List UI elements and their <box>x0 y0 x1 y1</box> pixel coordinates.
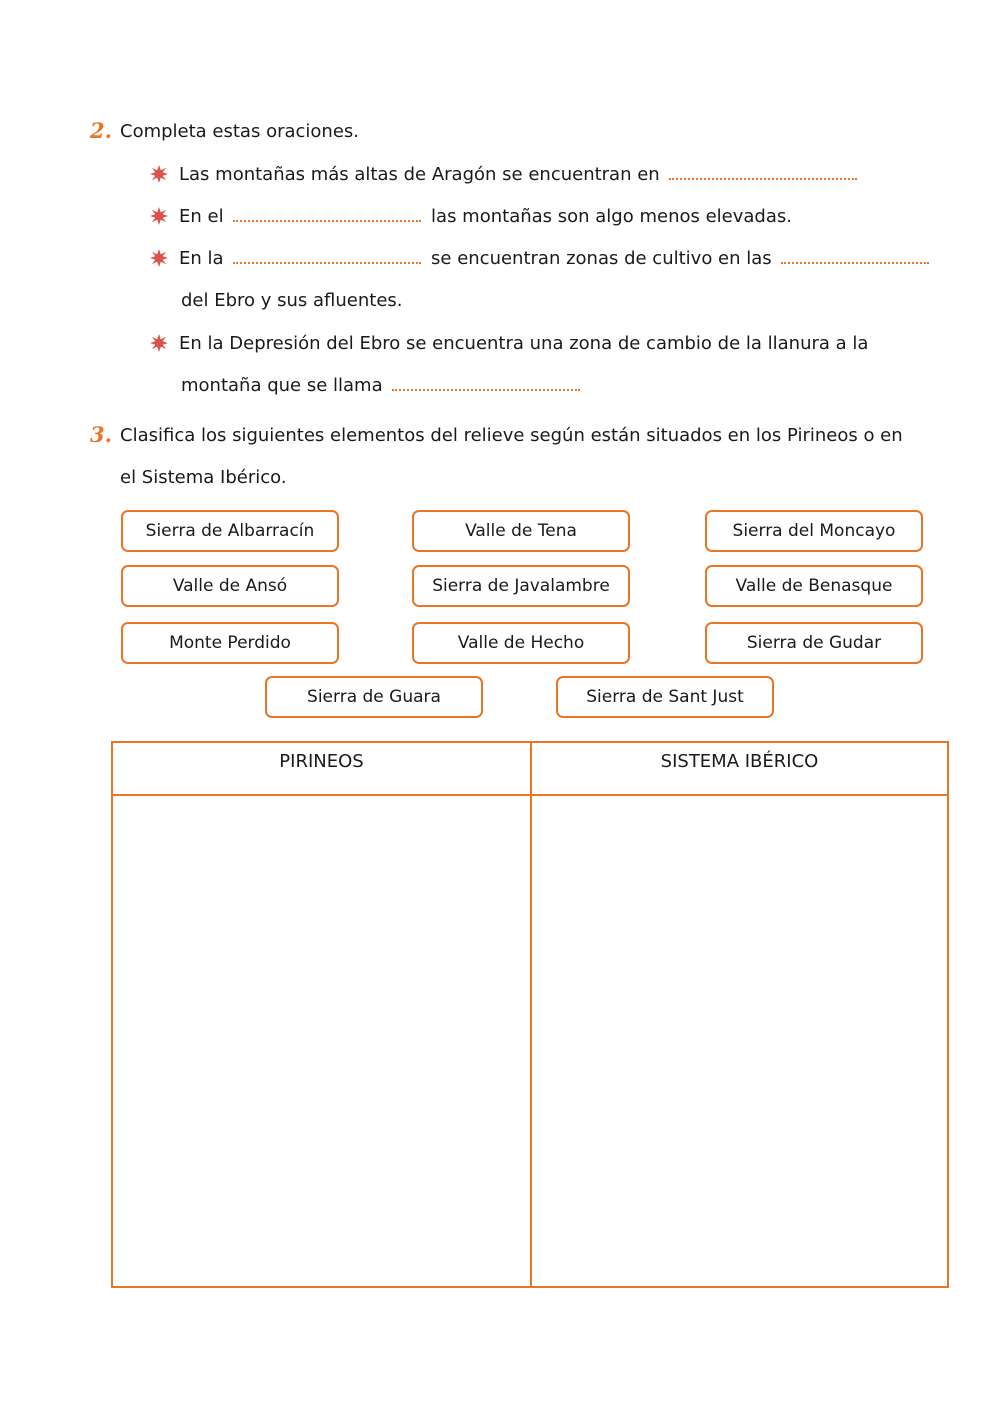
sentence-4-text-a: En la Depresión del Ebro se encuentra una zona de cambio de la llanura a la <box>179 333 869 354</box>
sentence-3 <box>179 248 929 269</box>
blank-3[interactable] <box>233 248 421 264</box>
drop-zone-pirineos[interactable] <box>113 796 530 1286</box>
sentence-4 <box>181 375 580 396</box>
blank-2[interactable] <box>233 206 421 222</box>
item-sierra-de-albarracin[interactable]: Sierra de Albarracín <box>121 510 339 552</box>
question-3-number: 3. <box>90 422 112 447</box>
sentence-3-text-c: del Ebro y sus afluentes. <box>181 290 403 311</box>
sentence-4-text-b: montaña que se llama <box>181 375 383 396</box>
sentence-3-text-b: se encuentran zonas de cultivo en las <box>431 248 772 269</box>
bullet-icon <box>150 207 168 225</box>
blank-1[interactable] <box>669 164 857 180</box>
item-sierra-del-moncayo[interactable]: Sierra del Moncayo <box>705 510 923 552</box>
bullet-icon <box>150 334 168 352</box>
classification-table <box>111 741 949 1288</box>
sentence-1-text: Las montañas más altas de Aragón se encuentran en <box>179 164 660 185</box>
sentence-2 <box>179 206 792 227</box>
item-valle-de-anso[interactable]: Valle de Ansó <box>121 565 339 607</box>
question-2-number: 2. <box>90 118 112 143</box>
bullet-icon <box>150 249 168 267</box>
blank-4[interactable] <box>781 248 929 264</box>
item-sierra-de-gudar[interactable]: Sierra de Gudar <box>705 622 923 664</box>
question-2-prompt: Completa estas oraciones. <box>120 121 360 142</box>
sentence-2-text-b: las montañas son algo menos elevadas. <box>431 206 792 227</box>
blank-5[interactable] <box>392 375 580 391</box>
column-header-pirineos: PIRINEOS <box>279 751 364 772</box>
bullet-icon <box>150 165 168 183</box>
question-3-prompt-line-2: el Sistema Ibérico. <box>120 467 287 488</box>
question-3-prompt-line-1: Clasifica los siguientes elementos del relieve según están situados en los Pirineos o en <box>120 425 903 446</box>
item-sierra-de-sant-just[interactable]: Sierra de Sant Just <box>556 676 774 718</box>
column-header-sistema-iberico: SISTEMA IBÉRICO <box>660 751 819 772</box>
item-sierra-de-javalambre[interactable]: Sierra de Javalambre <box>412 565 630 607</box>
item-valle-de-tena[interactable]: Valle de Tena <box>412 510 630 552</box>
item-valle-de-hecho[interactable]: Valle de Hecho <box>412 622 630 664</box>
drop-zone-sistema-iberico[interactable] <box>532 796 947 1286</box>
sentence-3-text-a: En la <box>179 248 224 269</box>
sentence-1 <box>179 164 857 185</box>
item-valle-de-benasque[interactable]: Valle de Benasque <box>705 565 923 607</box>
item-monte-perdido[interactable]: Monte Perdido <box>121 622 339 664</box>
sentence-2-text-a: En el <box>179 206 224 227</box>
item-sierra-de-guara[interactable]: Sierra de Guara <box>265 676 483 718</box>
